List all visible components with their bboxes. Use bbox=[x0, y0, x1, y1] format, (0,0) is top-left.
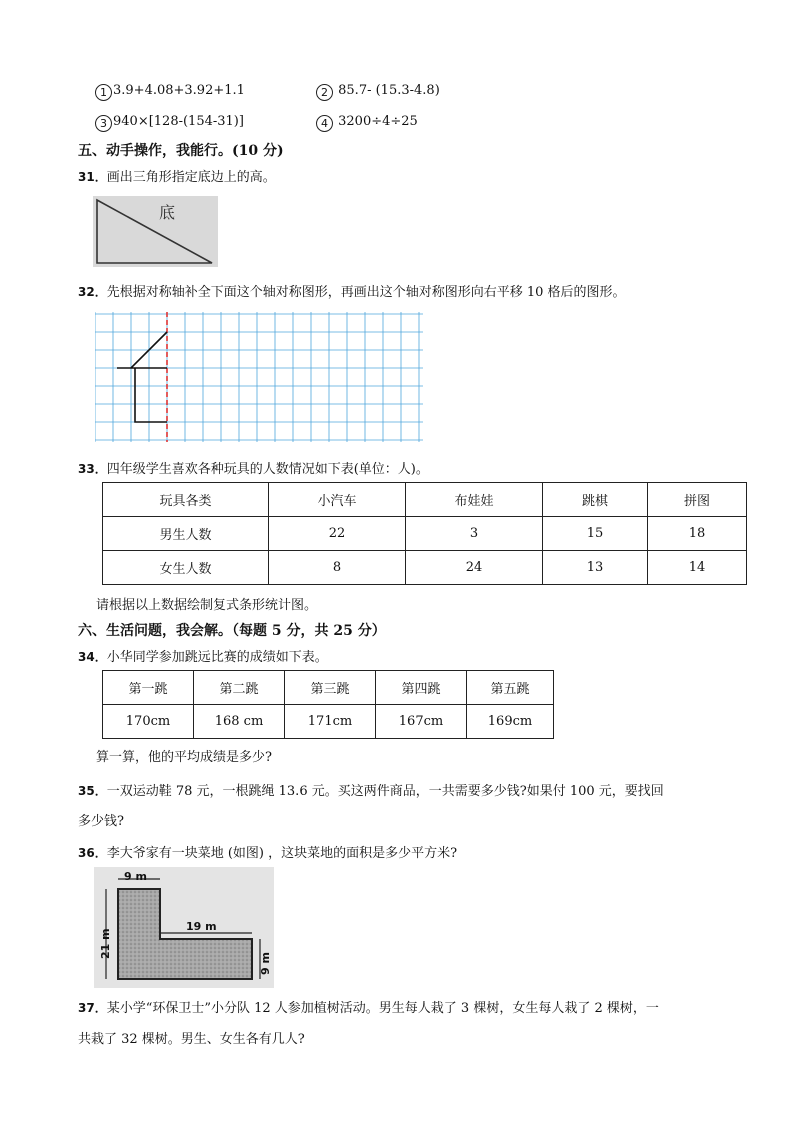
question-32 bbox=[78, 281, 626, 300]
table-cell: 24 bbox=[406, 551, 543, 585]
table-header-cell: 布娃娃 bbox=[406, 483, 543, 517]
label-left: 21 m bbox=[99, 928, 112, 959]
calc-item-3 bbox=[95, 114, 244, 132]
question-35 bbox=[78, 780, 664, 799]
question-text: 一双运动鞋 78 元，一根跳绳 13.6 元。买这两件商品，一共需要多少钱?如果付 100 元，要找回 bbox=[106, 784, 664, 799]
question-number: 33． bbox=[78, 462, 107, 476]
question-34-instruction: 算一算，他的平均成绩是多少? bbox=[96, 750, 272, 765]
question-31 bbox=[78, 166, 276, 185]
table-cell: 18 bbox=[648, 517, 747, 551]
calc-item-2 bbox=[316, 83, 440, 101]
question-34 bbox=[78, 646, 328, 665]
field-figure bbox=[94, 867, 274, 988]
table-header-cell: 小汽车 bbox=[269, 483, 406, 517]
section-5-title: 五、动手操作，我能行。(10 分) bbox=[78, 143, 284, 159]
label-middle: 19 m bbox=[186, 920, 217, 933]
table-header-cell: 第五跳 bbox=[467, 671, 554, 705]
base-label: 底 bbox=[159, 203, 176, 222]
table-row bbox=[103, 483, 747, 517]
circle-number: 4 bbox=[316, 115, 333, 132]
question-text: 先根据对称轴补全下面这个轴对称图形，再画出这个轴对称图形向右平移 10 格后的图形。 bbox=[106, 285, 626, 300]
question-33 bbox=[78, 458, 429, 477]
table-cell: 15 bbox=[543, 517, 648, 551]
question-number: 36． bbox=[78, 846, 107, 860]
question-35-line-2: 多少钱? bbox=[78, 814, 124, 829]
table-header-cell: 跳棋 bbox=[543, 483, 648, 517]
table-header-cell: 第三跳 bbox=[285, 671, 376, 705]
calc-expression: 3.9+4.08+3.92+1.1 bbox=[113, 83, 245, 98]
question-number: 32． bbox=[78, 285, 107, 299]
triangle-figure bbox=[93, 196, 218, 267]
circle-number: 3 bbox=[95, 115, 112, 132]
calc-item-1 bbox=[95, 83, 245, 101]
question-number: 34． bbox=[78, 650, 107, 664]
question-number: 31． bbox=[78, 170, 107, 184]
table-header-cell: 第四跳 bbox=[376, 671, 467, 705]
table-cell: 13 bbox=[543, 551, 648, 585]
table-cell: 8 bbox=[269, 551, 406, 585]
question-37-line-2: 共栽了 32 棵树。男生、女生各有几人? bbox=[78, 1032, 305, 1047]
calc-expression: 940×[128-(154-31)] bbox=[113, 114, 244, 129]
table-cell: 167cm bbox=[376, 705, 467, 739]
table-cell: 169cm bbox=[467, 705, 554, 739]
question-text: 四年级学生喜欢各种玩具的人数情况如下表(单位：人)。 bbox=[106, 462, 429, 477]
question-number: 37． bbox=[78, 1001, 107, 1015]
calc-item-4 bbox=[316, 114, 418, 132]
question-text: 李大爷家有一块菜地 (如图) ，这块菜地的面积是多少平方米? bbox=[106, 846, 458, 861]
question-number: 35． bbox=[78, 784, 107, 798]
table-header-cell: 第一跳 bbox=[103, 671, 194, 705]
table-row bbox=[103, 517, 747, 551]
circle-number: 2 bbox=[316, 84, 333, 101]
question-33-instruction: 请根据以上数据绘制复式条形统计图。 bbox=[96, 598, 318, 613]
calc-expression: 3200÷4÷25 bbox=[338, 114, 418, 129]
half-body-shape bbox=[135, 368, 167, 422]
question-36 bbox=[78, 842, 457, 861]
table-cell: 170cm bbox=[103, 705, 194, 739]
label-right: 9 m bbox=[259, 952, 272, 975]
table-cell: 男生人数 bbox=[103, 517, 269, 551]
table-header-cell: 第二跳 bbox=[194, 671, 285, 705]
section-6-title: 六、生活问题，我会解。（每题 5 分，共 25 分） bbox=[78, 623, 386, 639]
table-cell: 女生人数 bbox=[103, 551, 269, 585]
grid-figure bbox=[95, 312, 423, 442]
table-cell: 168 cm bbox=[194, 705, 285, 739]
table-row bbox=[103, 705, 554, 739]
jump-table bbox=[102, 670, 554, 739]
toy-table bbox=[102, 482, 747, 585]
question-text: 小华同学参加跳远比赛的成绩如下表。 bbox=[106, 650, 328, 665]
table-row bbox=[103, 551, 747, 585]
table-header-cell: 拼图 bbox=[648, 483, 747, 517]
table-cell: 3 bbox=[406, 517, 543, 551]
label-top: 9 m bbox=[124, 870, 147, 883]
circle-number: 1 bbox=[95, 84, 112, 101]
question-text: 某小学“环保卫士”小分队 12 人参加植树活动。男生每人栽了 3 棵树，女生每人栽了 2 棵树，一 bbox=[106, 1001, 659, 1016]
table-header-cell: 玩具各类 bbox=[103, 483, 269, 517]
question-37 bbox=[78, 997, 659, 1016]
table-cell: 171cm bbox=[285, 705, 376, 739]
table-cell: 14 bbox=[648, 551, 747, 585]
question-text: 画出三角形指定底边上的高。 bbox=[106, 170, 276, 185]
table-row bbox=[103, 671, 554, 705]
calc-expression: 85.7- (15.3-4.8) bbox=[338, 83, 440, 98]
table-cell: 22 bbox=[269, 517, 406, 551]
